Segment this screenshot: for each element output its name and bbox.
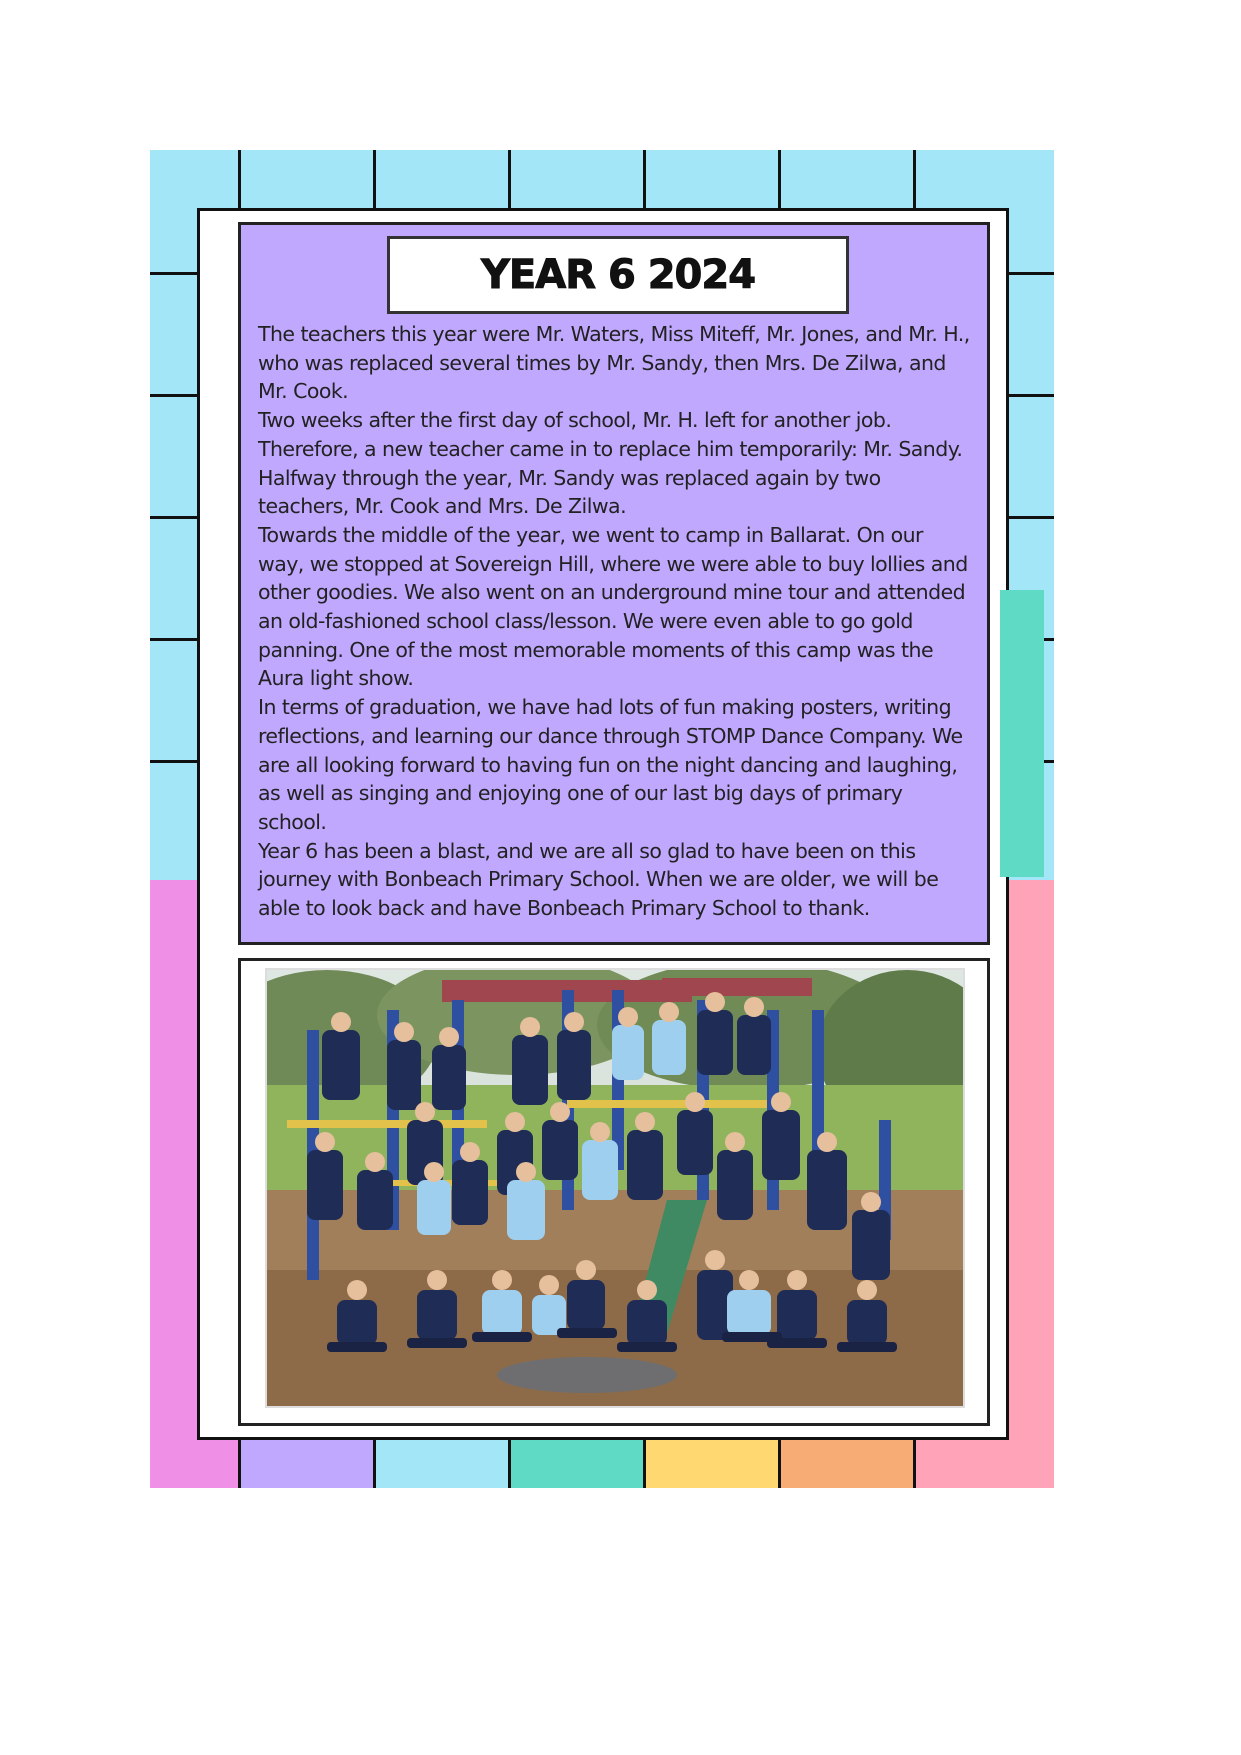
paragraph: The teachers this year were Mr. Waters, Miss Miteff, Mr. Jones, and Mr. H., who was replaced several times by Mr. Sandy, then Mrs. De Zilwa, and Mr. Cook. (258, 322, 970, 404)
grid-divider (1006, 272, 1054, 275)
grid-divider (238, 1440, 241, 1488)
paragraph: Year 6 has been a blast, and we are all so glad to have been on this journey with Bonbeach Primary School. When we are older, we will be able to look back and have Bonbeach Primary School to thank. (258, 838, 939, 921)
grid-divider (508, 1440, 511, 1488)
grid-divider (643, 150, 646, 210)
grid-bottom-cell-orange (780, 1440, 915, 1488)
grid-bottom-cell-sky (375, 1440, 510, 1488)
grid-bottom-cell-magenta (150, 1440, 240, 1488)
grid-bottom-cell-lavender (240, 1440, 375, 1488)
class-group-photo (265, 968, 965, 1408)
grid-left-column-sky (150, 210, 198, 940)
grid-divider (913, 150, 916, 210)
grid-divider (1006, 394, 1054, 397)
grid-divider (778, 150, 781, 210)
grid-divider (508, 150, 511, 210)
paragraph: Towards the middle of the year, we went to camp in Ballarat. On our way, we stopped at Sovereign Hill, where we were able to buy lollies and other goodies. We also went on an underground mine tour and attended an old-fashioned school class/lesson. We were even able to go gold panning. One of the most memorable moments of this camp was the Aura light show. (258, 522, 968, 691)
grid-divider (373, 150, 376, 210)
grid-bottom-cell-yellow (645, 1440, 780, 1488)
grid-divider (150, 760, 198, 763)
grid-bottom-cell-teal (510, 1440, 645, 1488)
grid-left-column-magenta (150, 880, 198, 1488)
article-body (258, 320, 970, 923)
title-box (387, 236, 849, 314)
grid-divider (778, 1440, 781, 1488)
grid-divider (150, 272, 198, 275)
grid-divider (238, 150, 241, 210)
grid-right-column-pink (1006, 880, 1054, 1488)
grid-divider (373, 1440, 376, 1488)
decorative-tab (1000, 590, 1044, 877)
grid-top-row (150, 150, 1054, 210)
grid-bottom-cell-pink (915, 1440, 1054, 1488)
paragraph: Two weeks after the first day of school, Mr. H. left for another job. Therefore, a new teacher came in to replace him temporarily: Mr. Sandy. Halfway through the year, Mr. Sandy was replaced again by two teachers, Mr. Cook and Mrs. De Zilwa. (258, 408, 963, 519)
grid-divider (913, 1440, 916, 1488)
page-title: YEAR 6 2024 (480, 252, 756, 298)
grid-divider (1006, 516, 1054, 519)
paragraph: In terms of graduation, we have had lots of fun making posters, writing reflections, and learning our dance through STOMP Dance Company. We are all looking forward to having fun on the night dancing and laughing, as well as singing and enjoying one of our last big days of primary school. (258, 695, 963, 834)
grid-divider (150, 638, 198, 641)
grid-divider (150, 394, 198, 397)
grid-divider (643, 1440, 646, 1488)
grid-divider (150, 516, 198, 519)
